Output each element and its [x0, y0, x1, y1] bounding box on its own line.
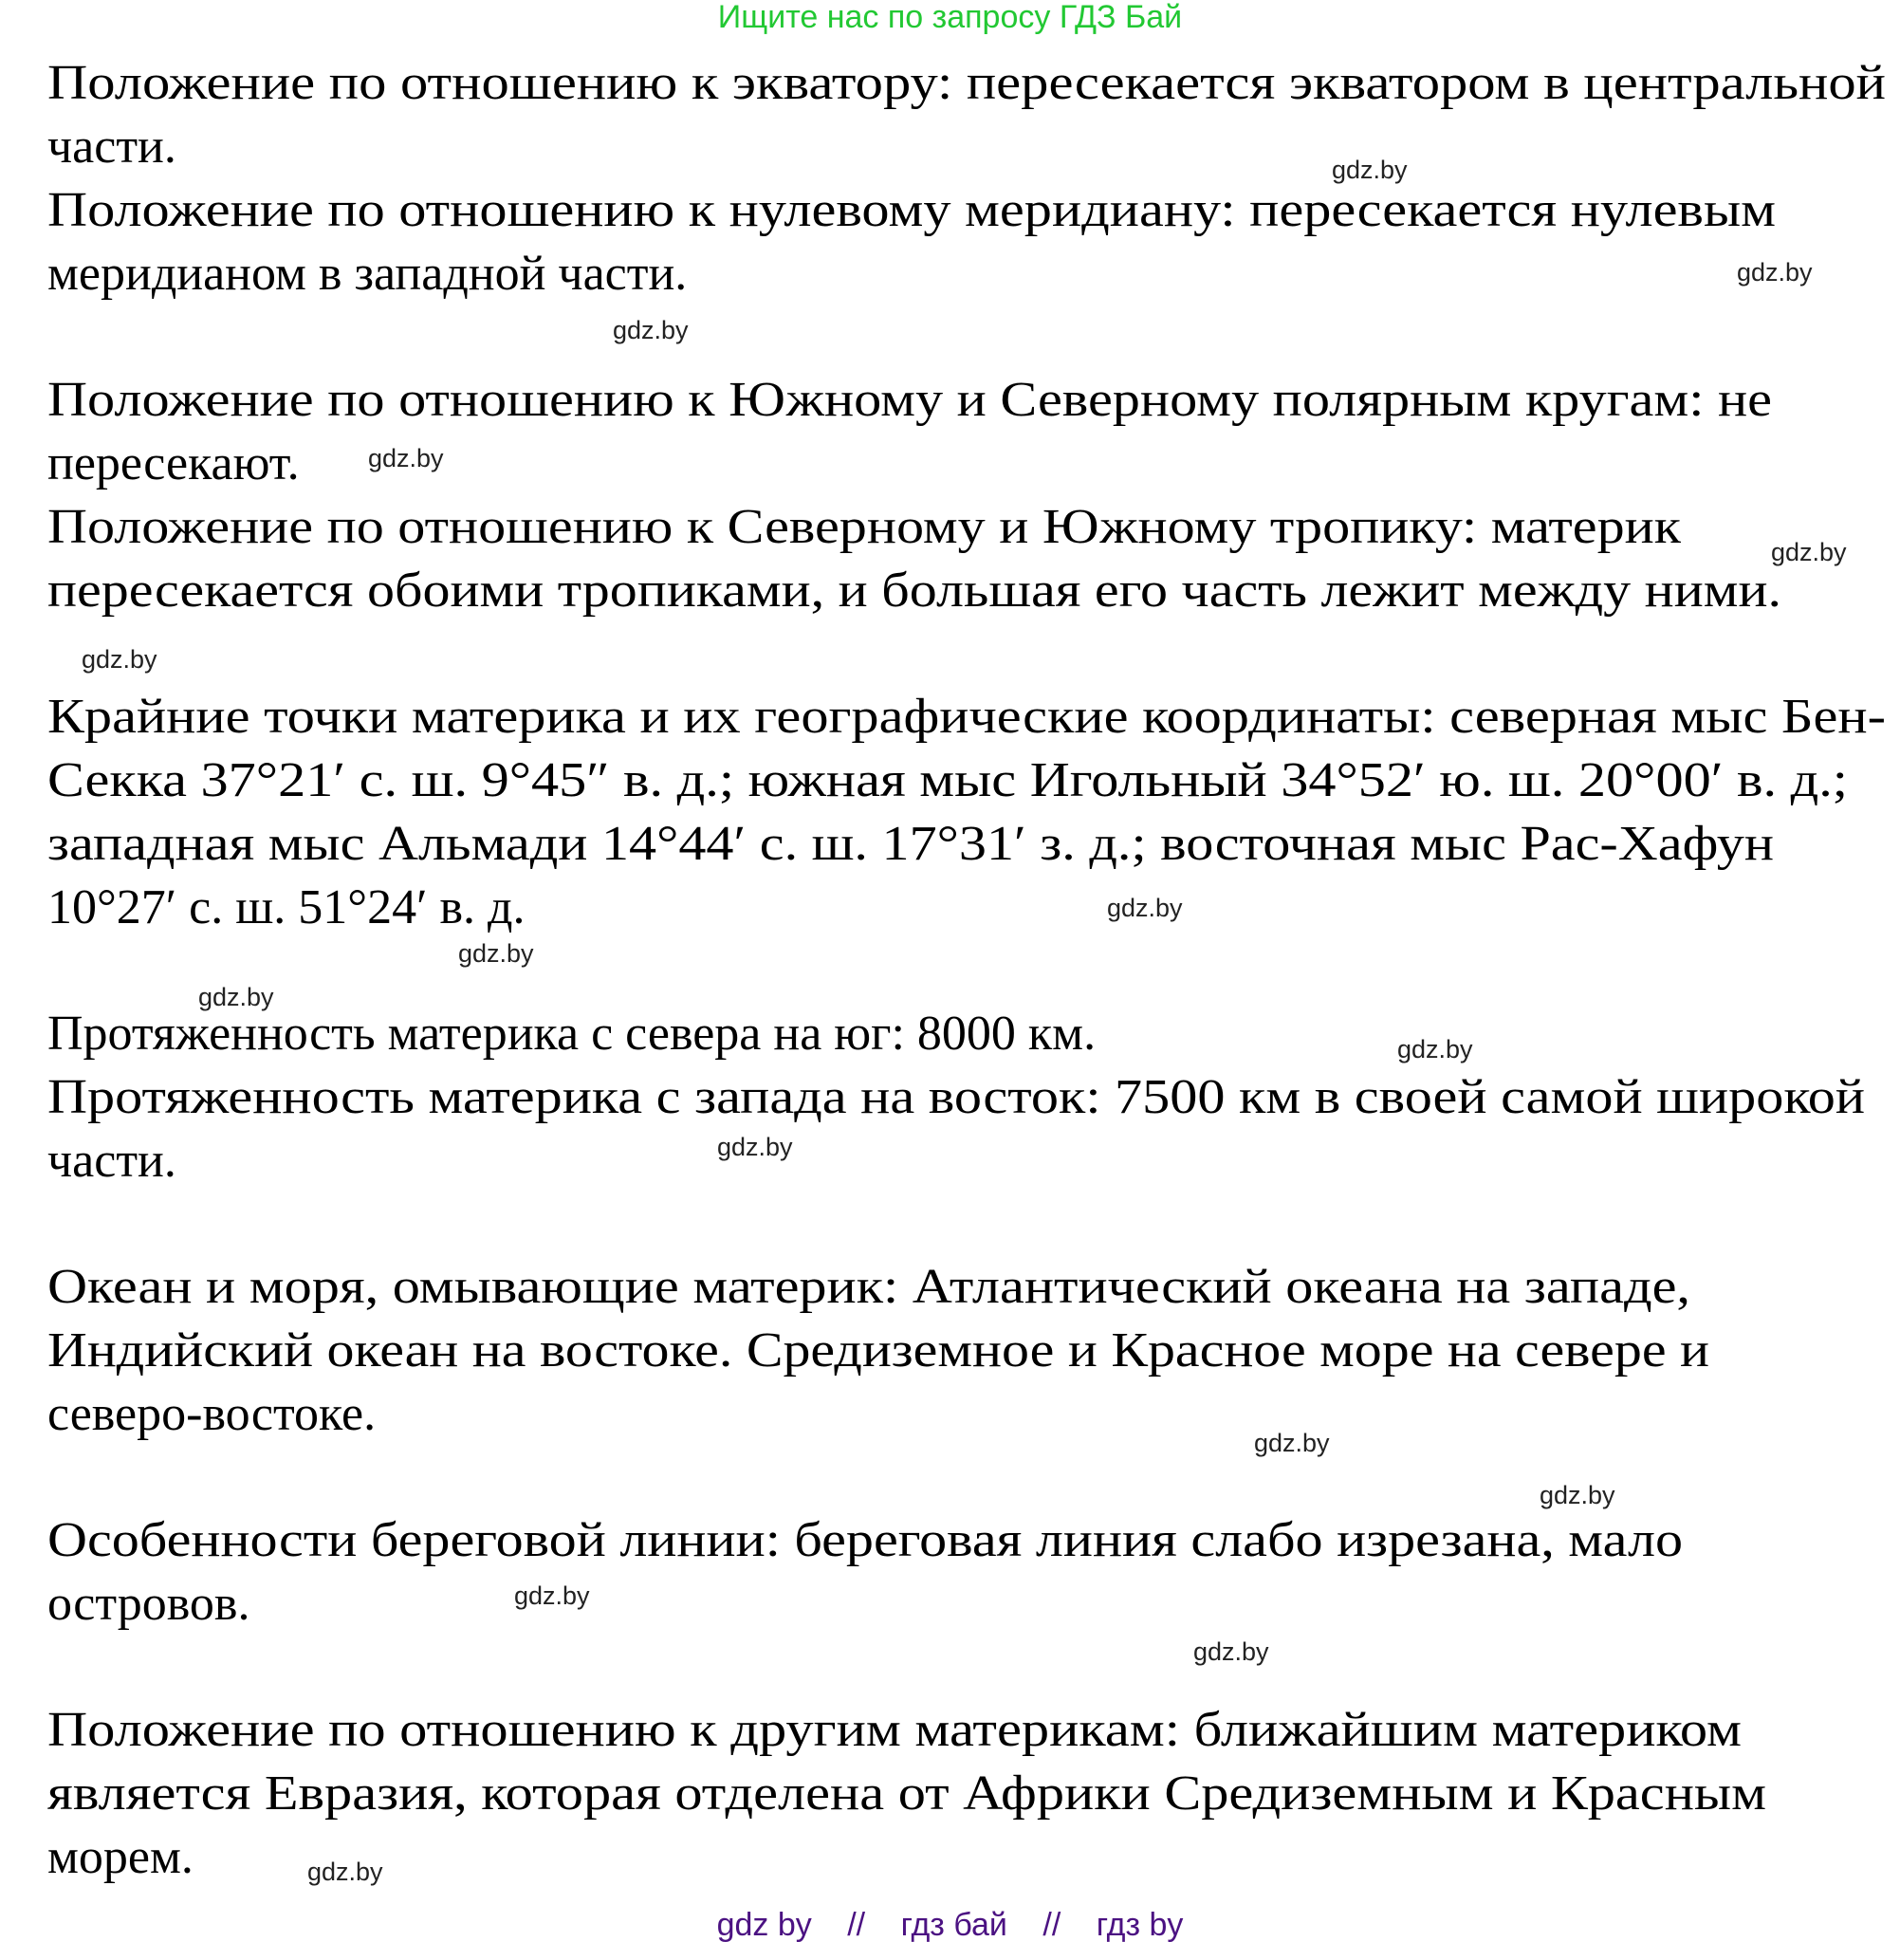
watermark-label: gdz.by [307, 1858, 383, 1886]
promo-header: Ищите нас по запросу ГДЗ Бай [717, 0, 1183, 35]
paragraph-line: меридианом в западной части. [47, 247, 688, 301]
paragraph-line: 10°27′ с. ш. 51°24′ в. д. [47, 880, 526, 934]
footer-link-gdz-bai[interactable]: гдз бай [900, 1907, 1007, 1943]
watermark-label: gdz.by [458, 939, 534, 968]
paragraph-line: Секка 37°21′ с. ш. 9°45″ в. д.; южная мыс Игольный 34°52′ ю. ш. 20°00′ в. д.; [47, 753, 1848, 807]
watermark-label: gdz.by [514, 1581, 590, 1610]
watermark-label: gdz.by [613, 316, 689, 344]
footer-link-gdz-by-cyr[interactable]: гдз by [1096, 1907, 1184, 1943]
paragraph-line: Особенности береговой линии: береговая линия слабо изрезана, мало [47, 1513, 1683, 1567]
footer-separator: // [847, 1907, 866, 1943]
paragraph-line: Крайние точки материка и их географические координаты: северная мыс Бен- [47, 690, 1887, 744]
footer-separator: // [1042, 1907, 1061, 1943]
watermark-label: gdz.by [1771, 538, 1847, 566]
paragraph-line: северо-востоке. [47, 1387, 377, 1441]
watermark-label: gdz.by [82, 645, 157, 674]
paragraph-line: части. [47, 1134, 176, 1188]
watermark-label: gdz.by [1107, 894, 1183, 922]
watermark-label: gdz.by [1254, 1429, 1330, 1457]
paragraph-line: Положение по отношению к нулевому меридиану: пересекается нулевым [47, 183, 1776, 237]
paragraph-line: части. [47, 120, 176, 174]
watermark-label: gdz.by [1540, 1481, 1615, 1509]
paragraph-line: Океан и моря, омывающие материк: Атлантический океана на западе, [47, 1260, 1690, 1314]
paragraph-line: островов. [47, 1577, 250, 1631]
paragraph-line: Положение по отношению к экватору: пересекается экватором в центральной [47, 56, 1886, 110]
footer-links [0, 1907, 1900, 1944]
paragraph-line: Положение по отношению к Северному и Южному тропику: материк [47, 500, 1681, 554]
watermark-label: gdz.by [368, 444, 444, 472]
watermark-label: gdz.by [717, 1133, 793, 1161]
paragraph-line: пересекается обоими тропиками, и большая его часть лежит между ними. [47, 564, 1781, 618]
paragraph-line: морем. [47, 1830, 194, 1884]
paragraph-line: Протяженность материка с севера на юг: 8000 км. [47, 1007, 1097, 1061]
paragraph-line: Положение по отношению к Южному и Северному полярным кругам: не [47, 373, 1772, 427]
watermark-label: gdz.by [1193, 1637, 1269, 1666]
paragraph-line: западная мыс Альмади 14°44′ с. ш. 17°31′ з. д.; восточная мыс Рас-Хафун [47, 817, 1774, 871]
watermark-label: gdz.by [1737, 258, 1813, 287]
footer-link-gdz-by[interactable]: gdz by [716, 1907, 812, 1943]
watermark-label: gdz.by [1332, 156, 1408, 184]
paragraph-line: пересекают. [47, 436, 300, 490]
paragraph-line: Протяженность материка с запада на восток: 7500 км в своей самой широкой [47, 1070, 1865, 1124]
paragraph-line: является Евразия, которая отделена от Африки Средиземным и Красным [47, 1766, 1766, 1821]
paragraph-line: Индийский океан на востоке. Средиземное и Красное море на севере и [47, 1323, 1709, 1378]
watermark-label: gdz.by [198, 983, 274, 1011]
paragraph-line: Положение по отношению к другим материкам: ближайшим материком [47, 1703, 1742, 1757]
watermark-label: gdz.by [1397, 1035, 1473, 1063]
